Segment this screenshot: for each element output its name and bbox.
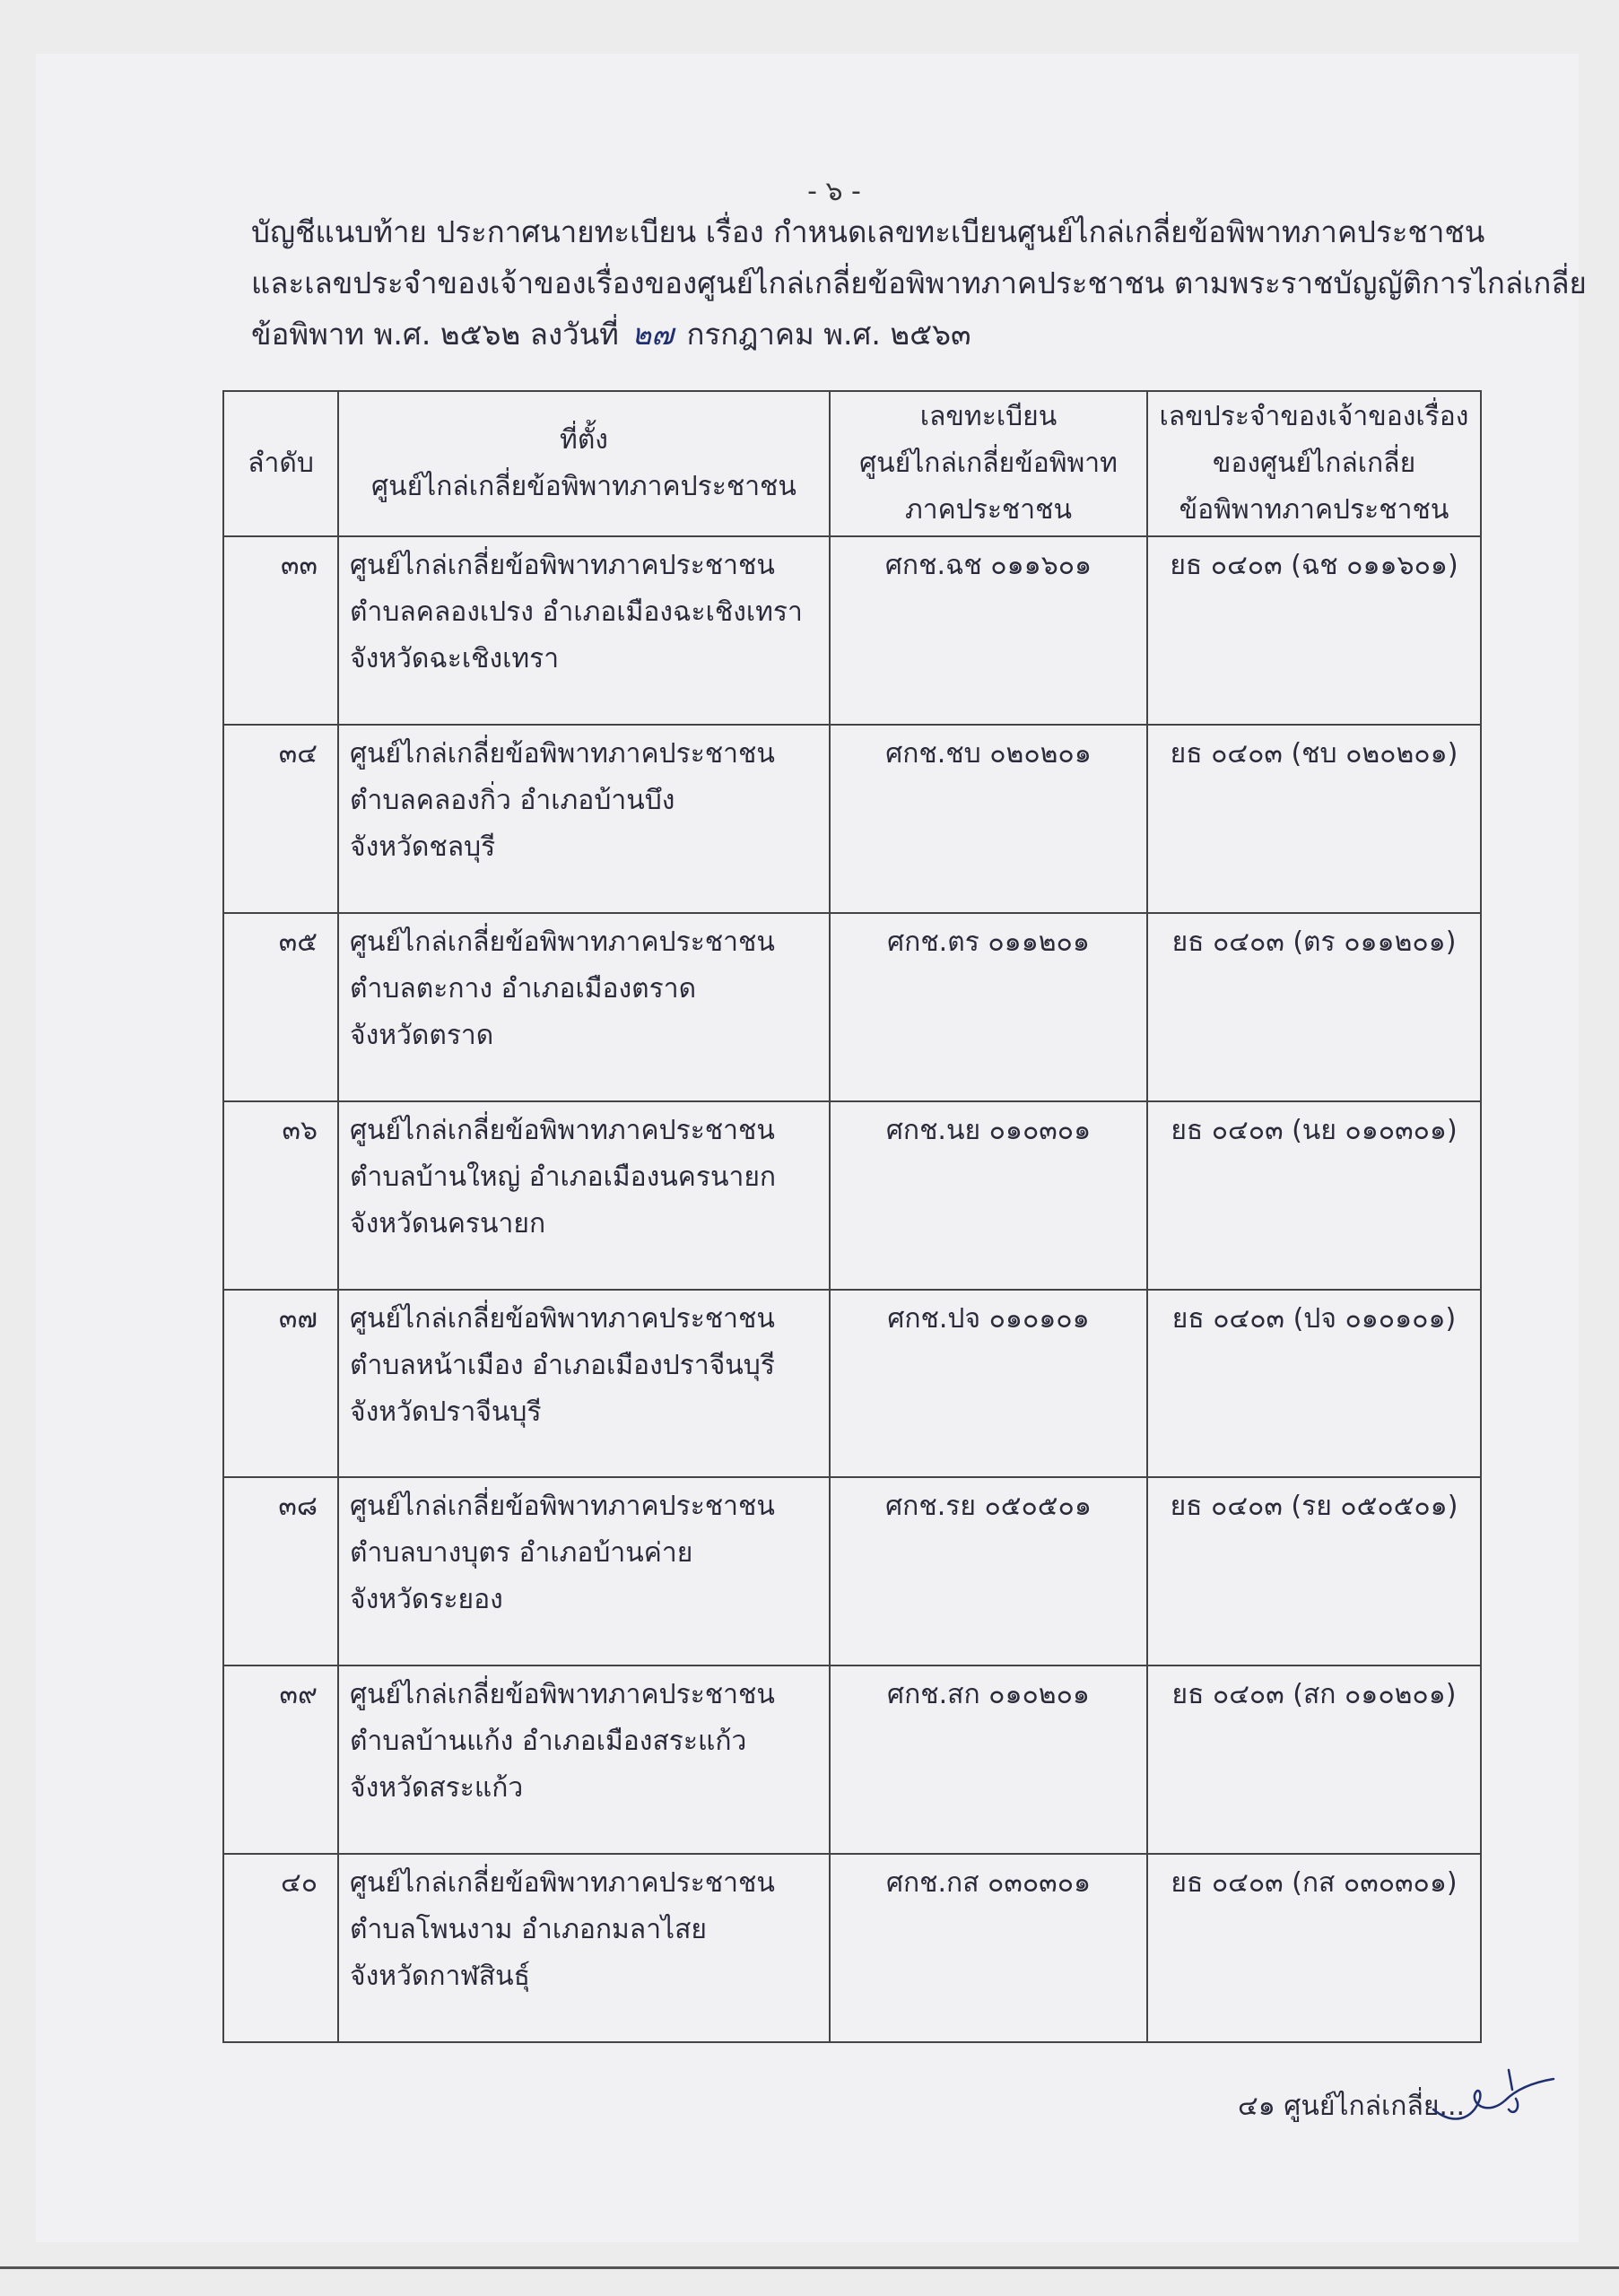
heading-line-3 [251, 309, 1471, 360]
header-location: ที่ตั้ง ศูนย์ไกล่เกลี่ยข้อพิพาทภาคประชาชน [338, 391, 830, 536]
row-registration: ศกช.ปจ ๐๑๐๑๐๑ [830, 1290, 1147, 1478]
table-row [223, 913, 1481, 1101]
center-address: ตำบลคลองกิ่ว อำเภอบ้านบึง [350, 784, 675, 816]
center-name: ศูนย์ไกล่เกลี่ยข้อพิพาทภาคประชาชน [350, 1302, 775, 1335]
table-row [223, 725, 1481, 913]
center-province: จังหวัดกาฬสินธุ์ [350, 1961, 530, 1993]
center-province: จังหวัดฉะเชิงเทรา [350, 643, 560, 674]
table-row [223, 1854, 1481, 2042]
header-order: ลำดับ [223, 391, 338, 536]
header-registration: เลขทะเบียน ศูนย์ไกล่เกลี่ยข้อพิพาท ภาคประชาชน [830, 391, 1147, 536]
center-name: ศูนย์ไกล่เกลี่ยข้อพิพาทภาคประชาชน [350, 1867, 775, 1900]
heading-line-2: และเลขประจำของเจ้าของเรื่องของศูนย์ไกล่เกลี่ยข้อพิพาทภาคประชาชน ตามพระราชบัญญัติการไกล่เกลี่ย [251, 265, 1587, 300]
row-location [338, 1477, 830, 1665]
row-case-number: ยธ ๐๔๐๓ (สก ๐๑๐๒๐๑) [1147, 1665, 1481, 1854]
center-address: ตำบลบ้านใหญ่ อำเภอเมืองนครนายก [350, 1161, 777, 1193]
row-case-number: ยธ ๐๔๐๓ (นย ๐๑๐๓๐๑) [1147, 1101, 1481, 1290]
header-case-number: เลขประจำของเจ้าของเรื่อง ของศูนย์ไกล่เกลี่ย ข้อพิพาทภาคประชาชน [1147, 391, 1481, 536]
row-registration: ศกช.ฉช ๐๑๑๖๐๑ [830, 536, 1147, 725]
row-case-number: ยธ ๐๔๐๓ (ฉช ๐๑๑๖๐๑) [1147, 536, 1481, 725]
heading-line-1: บัญชีแนบท้าย ประกาศนายทะเบียน เรื่อง กำหนดเลขทะเบียนศูนย์ไกล่เกลี่ยข้อพิพาทภาคประชาชน [251, 214, 1485, 249]
center-name: ศูนย์ไกล่เกลี่ยข้อพิพาทภาคประชาชน [350, 737, 775, 770]
center-name: ศูนย์ไกล่เกลี่ยข้อพิพาทภาคประชาชน [350, 550, 775, 581]
heading-line-3-start: ข้อพิพาท พ.ศ. ๒๕๖๒ ลงวันที่ [251, 317, 619, 352]
heading-line-3-end: กรกฎาคม พ.ศ. ๒๕๖๓ [686, 317, 971, 352]
page-number: - ๖ - [807, 176, 861, 207]
row-order: ๓๕ [223, 913, 338, 1101]
center-address: ตำบลบ้านแก้ง อำเภอเมืองสระแก้ว [350, 1726, 747, 1758]
row-case-number: ยธ ๐๔๐๓ (ชบ ๐๒๐๒๐๑) [1147, 725, 1481, 913]
row-location [338, 536, 830, 725]
center-address: ตำบลบางบุตร อำเภอบ้านค่าย [350, 1537, 693, 1570]
row-registration: ศกช.ตร ๐๑๑๒๐๑ [830, 913, 1147, 1101]
row-order: ๓๘ [223, 1477, 338, 1665]
row-registration: ศกช.สก ๐๑๐๒๐๑ [830, 1665, 1147, 1854]
registry-table [222, 390, 1482, 2043]
center-name: ศูนย์ไกล่เกลี่ยข้อพิพาทภาคประชาชน [350, 926, 775, 958]
table-row [223, 1477, 1481, 1665]
center-province: จังหวัดชลบุรี [350, 831, 496, 863]
row-registration: ศกช.รย ๐๕๐๕๐๑ [830, 1477, 1147, 1665]
row-location [338, 1665, 830, 1854]
center-province: จังหวัดปราจีนบุรี [350, 1396, 542, 1428]
center-province: จังหวัดระยอง [350, 1584, 503, 1616]
row-order: ๓๖ [223, 1101, 338, 1290]
row-registration: ศกช.นย ๐๑๐๓๐๑ [830, 1101, 1147, 1290]
row-location [338, 1854, 830, 2042]
table-row [223, 1101, 1481, 1290]
row-case-number: ยธ ๐๔๐๓ (รย ๐๕๐๕๐๑) [1147, 1477, 1481, 1665]
row-case-number: ยธ ๐๔๐๓ (ตร ๐๑๑๒๐๑) [1147, 913, 1481, 1101]
center-address: ตำบลตะกาง อำเภอเมืองตราด [350, 972, 697, 1004]
row-order: ๓๗ [223, 1290, 338, 1478]
center-address: ตำบลโพนงาม อำเภอกมลาไสย [350, 1914, 708, 1946]
scan-edge-line [0, 2266, 1619, 2269]
center-name: ศูนย์ไกล่เกลี่ยข้อพิพาทภาคประชาชน [350, 1491, 775, 1523]
table-row [223, 536, 1481, 725]
handwritten-day: ๒๗ [631, 317, 674, 352]
center-province: จังหวัดสระแก้ว [350, 1772, 524, 1805]
row-registration: ศกช.ชบ ๐๒๐๒๐๑ [830, 725, 1147, 913]
table-header-row [223, 391, 1481, 536]
row-order: ๓๔ [223, 725, 338, 913]
center-address: ตำบลคลองเปรง อำเภอเมืองฉะเชิงเทรา [350, 596, 803, 628]
row-location [338, 1101, 830, 1290]
center-name: ศูนย์ไกล่เกลี่ยข้อพิพาทภาคประชาชน [350, 1679, 775, 1711]
row-location [338, 913, 830, 1101]
center-province: จังหวัดตราด [350, 1019, 494, 1051]
row-location [338, 1290, 830, 1478]
row-case-number: ยธ ๐๔๐๓ (กส ๐๓๐๓๐๑) [1147, 1854, 1481, 2042]
table-row [223, 1290, 1481, 1478]
signature-mark [1426, 2063, 1561, 2135]
continuation-note: ๔๑ ศูนย์ไกล่เกลี่ย... [1238, 2091, 1466, 2122]
row-order: ๓๙ [223, 1665, 338, 1854]
center-province: จังหวัดนครนายก [350, 1207, 546, 1239]
table-row [223, 1665, 1481, 1854]
row-registration: ศกช.กส ๐๓๐๓๐๑ [830, 1854, 1147, 2042]
center-name: ศูนย์ไกล่เกลี่ยข้อพิพาทภาคประชาชน [350, 1114, 775, 1146]
center-address: ตำบลหน้าเมือง อำเภอเมืองปราจีนบุรี [350, 1349, 775, 1381]
document-heading [251, 206, 1587, 360]
row-order: ๓๓ [223, 536, 338, 725]
row-case-number: ยธ ๐๔๐๓ (ปจ ๐๑๐๑๐๑) [1147, 1290, 1481, 1478]
row-order: ๔๐ [223, 1854, 338, 2042]
row-location [338, 725, 830, 913]
